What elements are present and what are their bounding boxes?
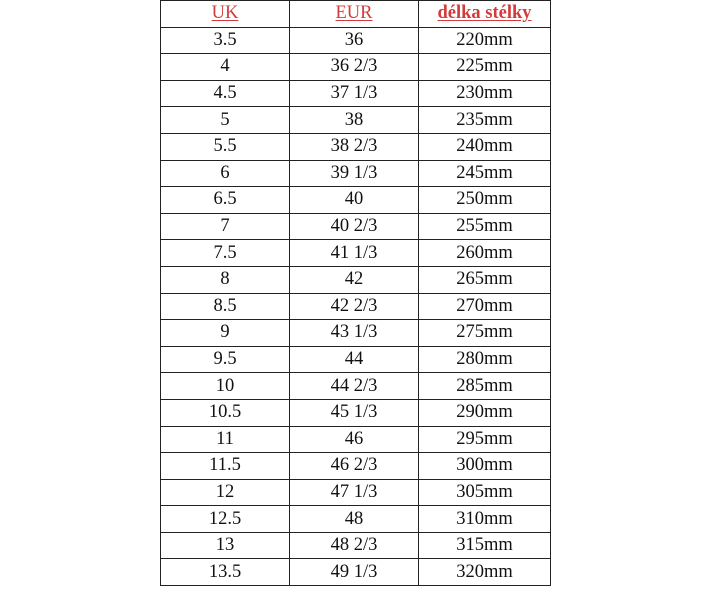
cell-insole-length: 285mm (419, 373, 551, 400)
cell-insole-length: 220mm (419, 27, 551, 54)
table-row (161, 453, 551, 480)
cell-insole-length: 300mm (419, 453, 551, 480)
cell-uk: 3.5 (161, 27, 290, 54)
cell-uk: 6 (161, 160, 290, 187)
table-header (161, 1, 551, 28)
cell-insole-length: 250mm (419, 187, 551, 214)
cell-eur: 48 (290, 506, 419, 533)
cell-uk: 5 (161, 107, 290, 134)
cell-insole-length: 230mm (419, 80, 551, 107)
cell-insole-length: 260mm (419, 240, 551, 267)
table-row (161, 479, 551, 506)
cell-uk: 10 (161, 373, 290, 400)
table-row (161, 532, 551, 559)
cell-uk: 9 (161, 320, 290, 347)
cell-eur: 42 2/3 (290, 293, 419, 320)
cell-insole-length: 295mm (419, 426, 551, 453)
cell-uk: 7.5 (161, 240, 290, 267)
header-insole-length: délka stélky (419, 1, 551, 28)
cell-uk: 10.5 (161, 399, 290, 426)
table-row (161, 320, 551, 347)
cell-eur: 43 1/3 (290, 320, 419, 347)
cell-uk: 8 (161, 266, 290, 293)
header-uk: UK (161, 1, 290, 28)
cell-eur: 46 (290, 426, 419, 453)
cell-insole-length: 270mm (419, 293, 551, 320)
cell-insole-length: 265mm (419, 266, 551, 293)
cell-insole-length: 290mm (419, 399, 551, 426)
table-row (161, 133, 551, 160)
cell-uk: 11.5 (161, 453, 290, 480)
table-row (161, 266, 551, 293)
table-row (161, 107, 551, 134)
table-row (161, 426, 551, 453)
cell-uk: 12 (161, 479, 290, 506)
cell-insole-length: 280mm (419, 346, 551, 373)
size-chart-table (160, 0, 551, 586)
cell-uk: 6.5 (161, 187, 290, 214)
cell-uk: 7 (161, 213, 290, 240)
table-row (161, 160, 551, 187)
header-row (161, 1, 551, 28)
table-row (161, 293, 551, 320)
cell-insole-length: 255mm (419, 213, 551, 240)
cell-eur: 44 (290, 346, 419, 373)
cell-eur: 39 1/3 (290, 160, 419, 187)
cell-insole-length: 275mm (419, 320, 551, 347)
cell-uk: 12.5 (161, 506, 290, 533)
cell-uk: 8.5 (161, 293, 290, 320)
table-body (161, 27, 551, 585)
table-row (161, 399, 551, 426)
cell-insole-length: 305mm (419, 479, 551, 506)
table-row (161, 240, 551, 267)
cell-insole-length: 240mm (419, 133, 551, 160)
cell-eur: 41 1/3 (290, 240, 419, 267)
cell-insole-length: 245mm (419, 160, 551, 187)
table-row (161, 506, 551, 533)
cell-eur: 42 (290, 266, 419, 293)
cell-insole-length: 235mm (419, 107, 551, 134)
cell-uk: 5.5 (161, 133, 290, 160)
cell-uk: 13 (161, 532, 290, 559)
cell-eur: 38 2/3 (290, 133, 419, 160)
cell-uk: 4.5 (161, 80, 290, 107)
cell-insole-length: 315mm (419, 532, 551, 559)
cell-eur: 40 (290, 187, 419, 214)
cell-eur: 38 (290, 107, 419, 134)
cell-uk: 9.5 (161, 346, 290, 373)
cell-eur: 36 2/3 (290, 54, 419, 81)
cell-eur: 47 1/3 (290, 479, 419, 506)
table-row (161, 54, 551, 81)
cell-eur: 46 2/3 (290, 453, 419, 480)
table-row (161, 373, 551, 400)
cell-eur: 49 1/3 (290, 559, 419, 586)
cell-eur: 40 2/3 (290, 213, 419, 240)
table-row (161, 559, 551, 586)
cell-uk: 4 (161, 54, 290, 81)
table-row (161, 346, 551, 373)
cell-insole-length: 310mm (419, 506, 551, 533)
table-row (161, 80, 551, 107)
cell-eur: 36 (290, 27, 419, 54)
cell-eur: 37 1/3 (290, 80, 419, 107)
cell-eur: 45 1/3 (290, 399, 419, 426)
table-row (161, 213, 551, 240)
cell-eur: 44 2/3 (290, 373, 419, 400)
header-eur: EUR (290, 1, 419, 28)
cell-uk: 13.5 (161, 559, 290, 586)
cell-insole-length: 320mm (419, 559, 551, 586)
table-row (161, 27, 551, 54)
table-row (161, 187, 551, 214)
cell-eur: 48 2/3 (290, 532, 419, 559)
cell-insole-length: 225mm (419, 54, 551, 81)
cell-uk: 11 (161, 426, 290, 453)
